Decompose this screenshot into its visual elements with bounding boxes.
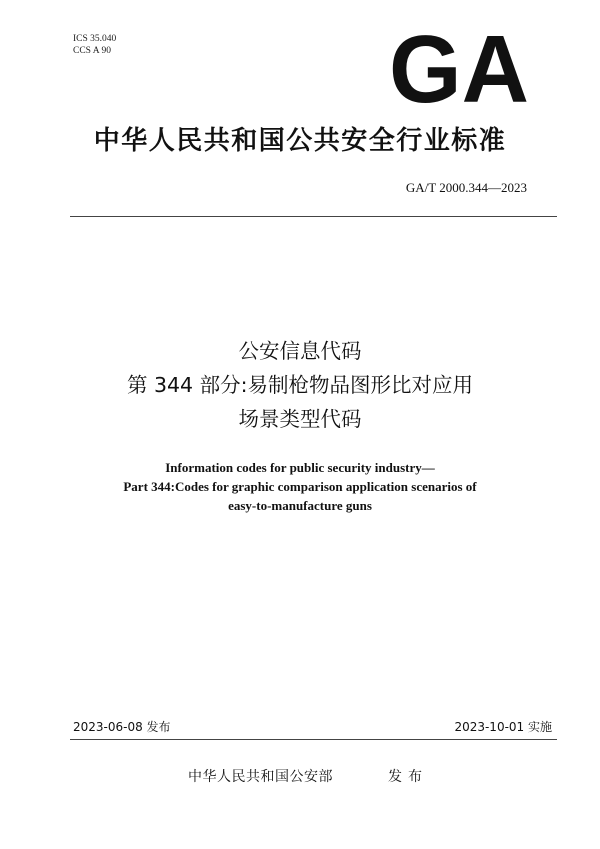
ics-code: ICS 35.040 (73, 34, 117, 44)
publish-label: 发布 (388, 769, 428, 785)
ga-logo-text: GA (389, 28, 529, 106)
ccs-code: CCS A 90 (73, 46, 112, 56)
issue-date: 2023-06-08 发布 (73, 720, 171, 734)
classification-codes (73, 33, 116, 57)
english-title (0, 458, 600, 515)
chinese-title-line-3: 场景类型代码 (238, 407, 362, 431)
chinese-title (0, 334, 600, 436)
bottom-divider (70, 739, 557, 740)
chinese-title-line-2: 第 344 部分:易制枪物品图形比对应用 (126, 373, 474, 397)
ga-logo (388, 28, 530, 106)
chinese-title-line-1: 公安信息代码 (238, 339, 362, 363)
english-title-line-1: Information codes for public security industry— (165, 460, 435, 475)
english-title-line-3: easy-to-manufacture guns (228, 498, 372, 513)
standard-code: GA/T 2000.344—2023 (405, 180, 527, 195)
publisher-name: 中华人民共和国公安部 (188, 769, 333, 785)
english-title-line-2: Part 344:Codes for graphic comparison application scenarios of (123, 479, 477, 494)
implementation-date: 2023-10-01 实施 (454, 720, 552, 734)
top-divider (70, 216, 557, 217)
standard-organization: 中华人民共和国公共安全行业标准 (93, 126, 507, 156)
